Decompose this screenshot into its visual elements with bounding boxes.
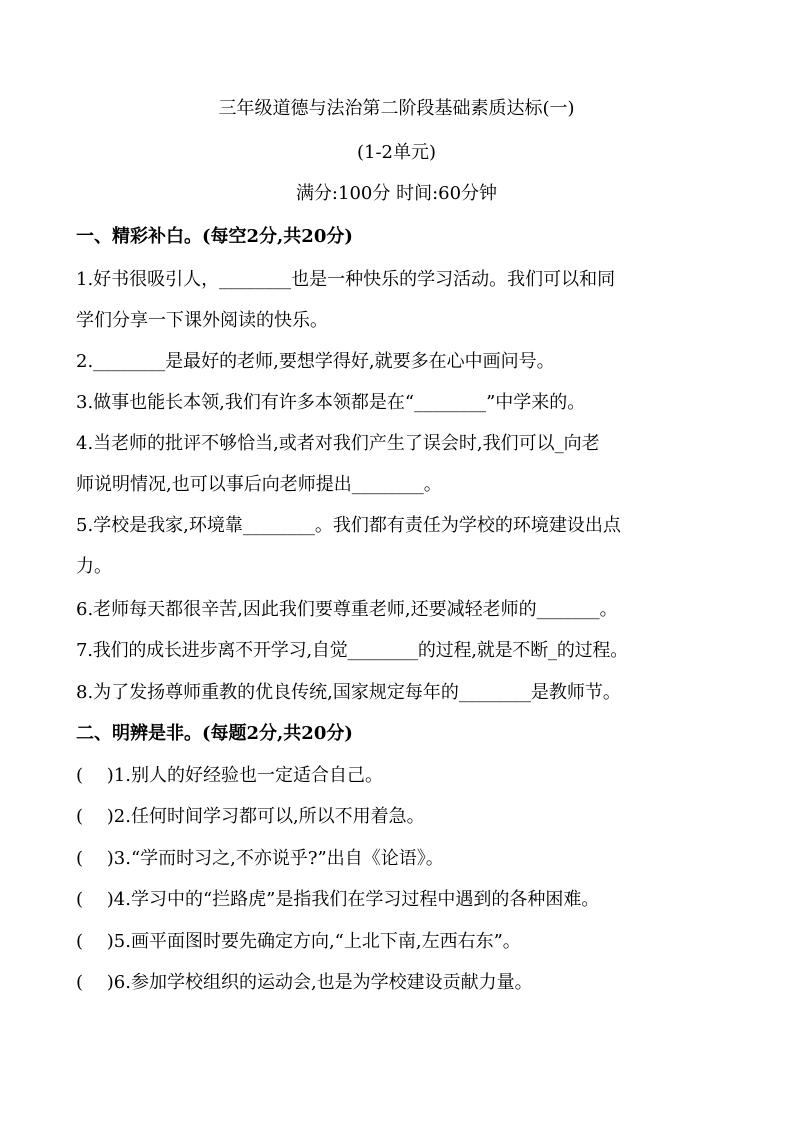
question-line: 4.当老师的批评不够恰当,或者对我们产生了误会时,我们可以_向老 bbox=[76, 433, 600, 454]
question-line: 1.好书很吸引人，________也是一种快乐的学习活动。我们可以和同 bbox=[76, 269, 616, 290]
section-2-heading: 二、明辨是非。(每题2分,共20分) bbox=[76, 723, 353, 744]
question-line: 3.做事也能长本领,我们有许多本领都是在“________”中学来的。 bbox=[76, 392, 586, 413]
question-line: 力。 bbox=[76, 556, 112, 577]
score-time-info: 满分:100分 时间:60分钟 bbox=[295, 183, 498, 204]
question-line: 7.我们的成长进步离不开学习,自觉________的过程,就是不断_的过程。 bbox=[76, 640, 629, 661]
document-subtitle: (1-2单元) bbox=[356, 142, 437, 163]
true-false-item: ( )3.“学而时习之,不亦说乎?”出自《论语》。 bbox=[76, 848, 444, 869]
true-false-item: ( )6.参加学校组织的运动会,也是为学校建设贡献力量。 bbox=[76, 972, 533, 993]
true-false-item: ( )1.别人的好经验也一定适合自己。 bbox=[76, 765, 383, 786]
section-1-heading: 一、精彩补白。(每空2分,共20分) bbox=[76, 226, 353, 247]
question-line: 5.学校是我家,环境靠________。我们都有责任为学校的环境建设出点 bbox=[76, 515, 621, 536]
true-false-item: ( )2.任何时间学习都可以,所以不用着急。 bbox=[76, 806, 425, 827]
question-line: 学们分享一下课外阅读的快乐。 bbox=[76, 310, 328, 331]
question-line: 师说明情况,也可以事后向老师提出________。 bbox=[76, 474, 442, 495]
document-title: 三年级道德与法治第二阶段基础素质达标(一) bbox=[218, 98, 575, 119]
true-false-item: ( )5.画平面图时要先确定方向,“上北下南,左西右东”。 bbox=[76, 931, 521, 952]
question-line: 2.________是最好的老师,要想学得好,就要多在心中画问号。 bbox=[76, 351, 555, 372]
true-false-item: ( )4.学习中的“拦路虎”是指我们在学习过程中遇到的各种困难。 bbox=[76, 889, 600, 910]
question-line: 6.老师每天都很辛苦,因此我们要尊重老师,还要减轻老师的_______。 bbox=[76, 599, 618, 620]
question-line: 8.为了发扬尊师重教的优良传统,国家规定每年的________是教师节。 bbox=[76, 682, 621, 703]
